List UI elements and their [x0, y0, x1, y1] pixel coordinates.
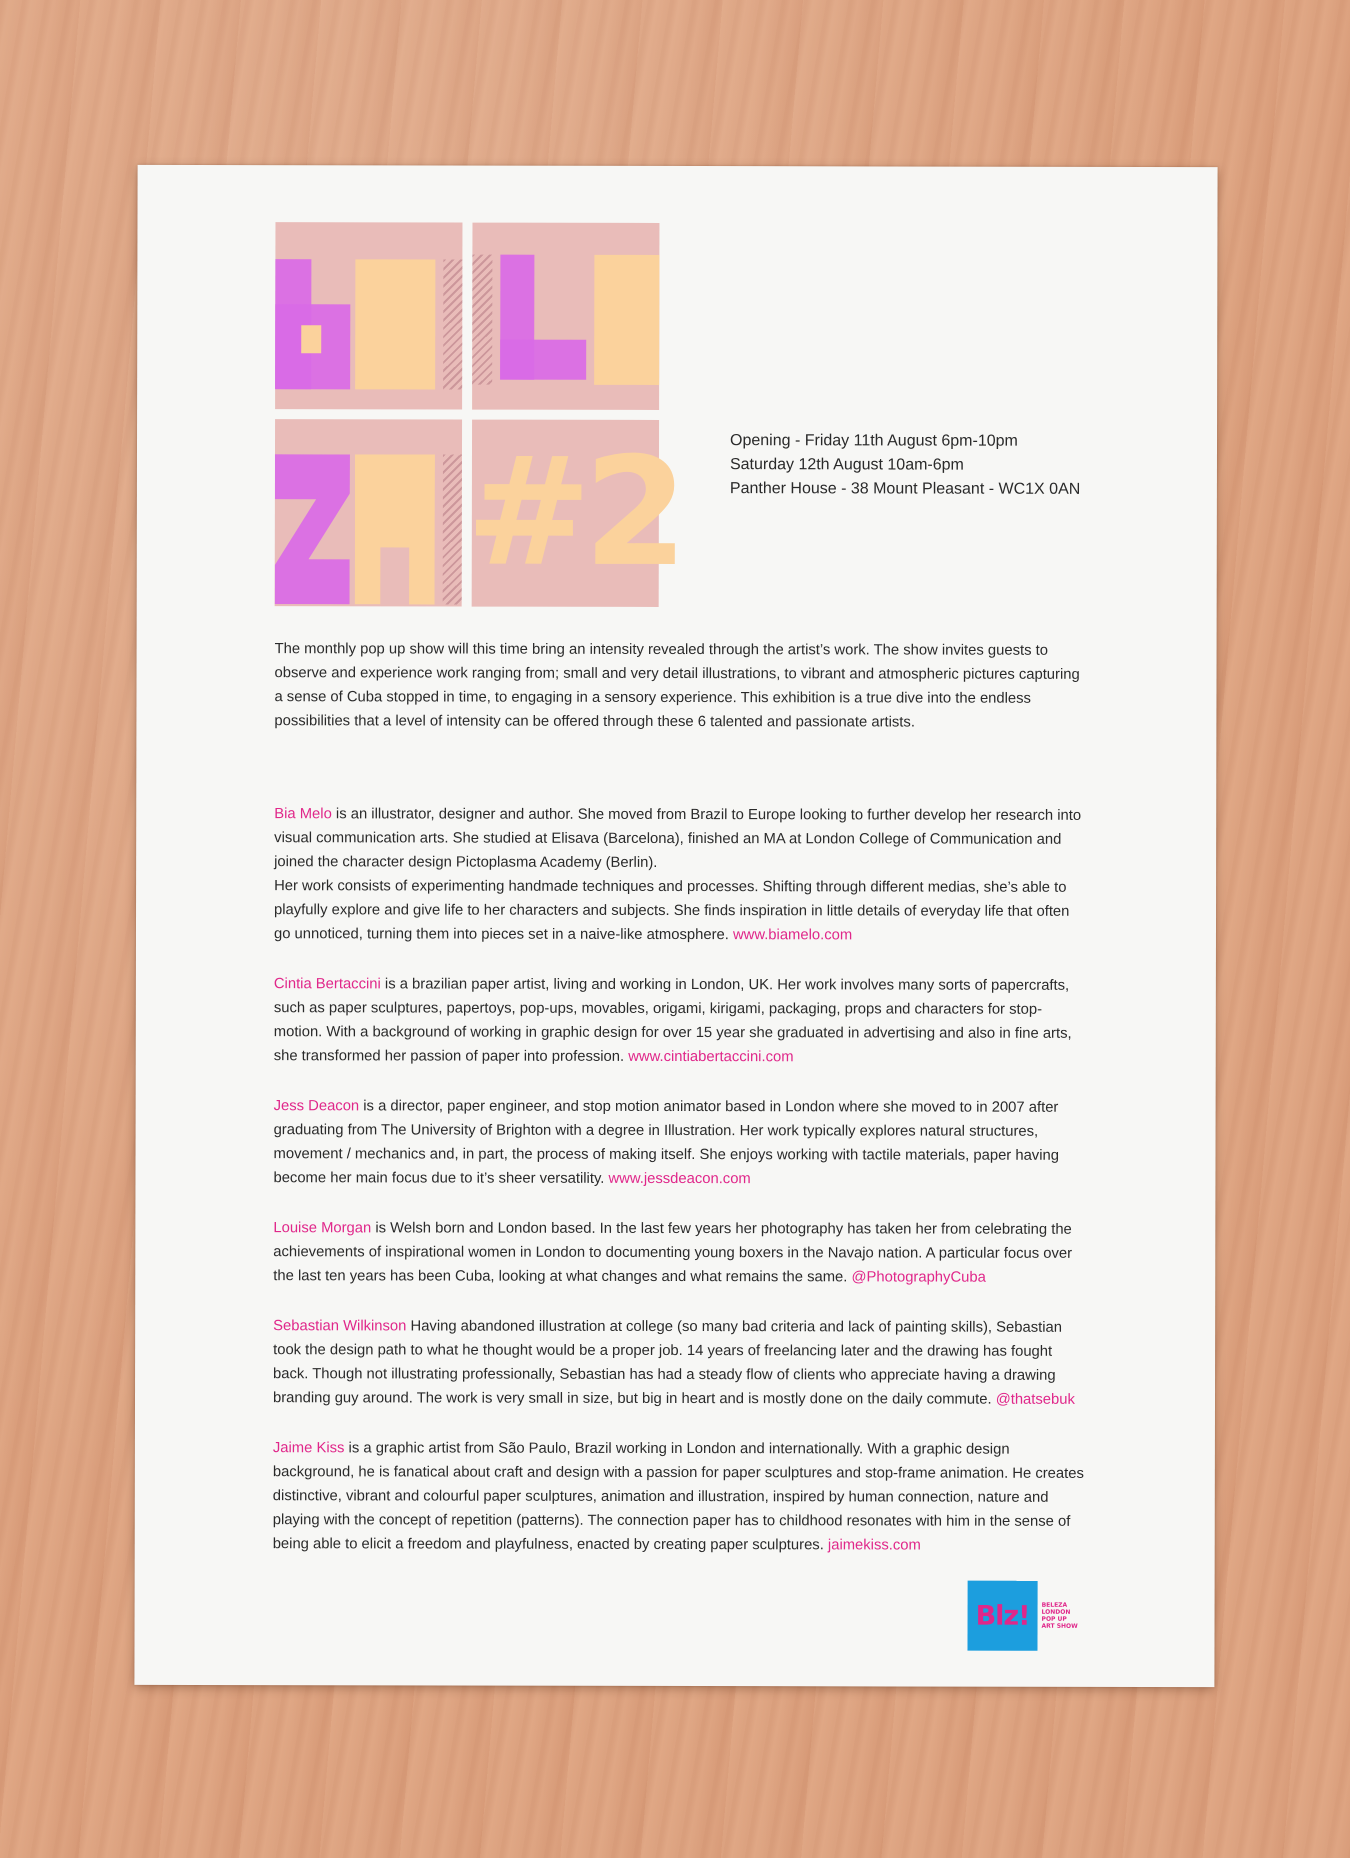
flyer-paper [134, 165, 1217, 1687]
event-details [730, 429, 1081, 502]
artist-name: Cintia Bertaccini [273, 976, 381, 993]
artist-bio-sebastian-wilkinson [273, 1314, 1088, 1412]
artist-bio-text: is a director, paper engineer, and stop motion animator based in London where she moved to in 2007 after graduating from The University of Brighton with a degree in Illustration. Her work typically explores natural structures, movement / mechanics and, in part, the process of making itself. She enjoys working with tactile materials, paper having become her main focus due to it’s sheer versatility. [273, 1098, 1059, 1187]
artist-name: Bia Melo [274, 806, 332, 823]
artist-name: Jess Deacon [273, 1098, 360, 1115]
biz-footer-logo [967, 1581, 1077, 1651]
artist-name: Jaime Kiss [272, 1440, 345, 1457]
artist-link[interactable]: www.jessdeacon.com [608, 1170, 751, 1188]
artist-link[interactable]: jaimekiss.com [827, 1537, 921, 1554]
biz-logo-tagline: BELEZA LONDON POP UP ART SHOW [1041, 1601, 1078, 1630]
artist-bio-cintia-bertaccini [274, 972, 1089, 1070]
artist-link[interactable]: www.biamelo.com [732, 927, 853, 944]
artist-bio-text: is Welsh born and London based. In the last few years her photography has taken her from celebrating the achievements of inspirational women in London to documenting young boxers in the Navajo nation. A particular focus over the last ten years has been Cuba, looking at what changes and what remains the same. [273, 1220, 1073, 1286]
artist-bio-text: is an illustrator, designer and author. She moved from Brazil to Europe looking to further develop her research into visual communication arts. She studied at Elisava (Barcelona), finished an MA at London College of Communication and joined the character design Pictoplasma Academy (Berlin). [274, 806, 1082, 871]
intro-paragraph: The monthly pop up show will this time bring an intensity revealed through the artist’s work. The show invites guests to observe and experience work ranging from; small and very detail illustrations, to vibrant and atmospheric pictures capturing a sense of Cuba stopped in time, to engaging in a sensory experience. This exhibition is a true dive into the endless possibilities that a level of intensity can be offered through these 6 talented and passionate artists. [274, 641, 1080, 731]
artist-bio-text: is a graphic artist from São Paulo, Brazil working in London and internationally. With a graphic design background, he is fanatical about craft and design with a passion for paper sculptures and stop-frame animation. He creates distinctive, vibrant and colourful paper sculptures, animation and illustration, inspired by human connection, nature and playing with the concept of repetition (patterns). The connection paper has to childhood resonates with him in the sense of being able to elicit a freedom and playfulness, enacted by creating paper sculptures. [272, 1440, 1084, 1554]
artist-bios [273, 802, 1090, 1584]
logo-tile-b-e [275, 222, 462, 409]
logo-number: #2 [465, 425, 681, 601]
artist-bio-jess-deacon [273, 1094, 1088, 1192]
artist-bio-text: Her work consists of experimenting handmade techniques and processes. Shifting through different medias, she’s able to playfully explore and give life to her characters and subjects. She finds inspiration in little details of everyday life that often go unnoticed, turning them into pieces set in a naive-like atmosphere. [273, 878, 1070, 944]
logo-tile-z-a [275, 419, 462, 606]
event-opening: Opening - Friday 11th August 6pm-10pm [729, 432, 1018, 450]
artist-bio-text: is a brazilian paper artist, living and working in London, UK. Her work involves many sorts of papercrafts, such as paper sculptures, papertoys, pop-ups, movables, origami, kirigami, packaging, props and characters for stop-motion. With a background of working in graphic design for over 15 year she graduated in advertising and also in fine arts, she transformed her passion of paper into profession. [273, 976, 1072, 1065]
biz-logo-mark: Blz! [967, 1581, 1037, 1651]
artist-bio-louise-morgan [273, 1216, 1088, 1290]
artist-name: Sebastian Wilkinson [273, 1318, 407, 1335]
artist-link[interactable]: @PhotographyCuba [851, 1269, 986, 1286]
artist-bio-bia-melo [274, 802, 1089, 948]
artist-link[interactable]: www.cintiabertaccini.com [628, 1048, 794, 1066]
artist-bio-jaime-kiss [273, 1436, 1088, 1558]
beleza-logo [275, 222, 681, 607]
event-venue: Panther House - 38 Mount Pleasant - WC1X 0AN [729, 480, 1081, 498]
artist-link[interactable]: @thatsebuk [995, 1391, 1075, 1408]
event-saturday: Saturday 12th August 10am-6pm [729, 456, 964, 474]
artist-name: Louise Morgan [273, 1220, 372, 1237]
logo-tile-number [465, 420, 681, 607]
logo-tile-l-e [472, 223, 659, 410]
artist-bio-text: Having abandoned illustration at college (so many bad criteria and lack of painting skills), Sebastian took the design path to what he thought would be a proper job. 14 years of freelancing later and the drawing has fought back. Though not illustrating professionally, Sebastian has had a steady flow of clients who appreciate having a drawing branding guy around. The work is very small in size, but big in heart and is mostly done on the daily commute. [272, 1318, 1062, 1408]
